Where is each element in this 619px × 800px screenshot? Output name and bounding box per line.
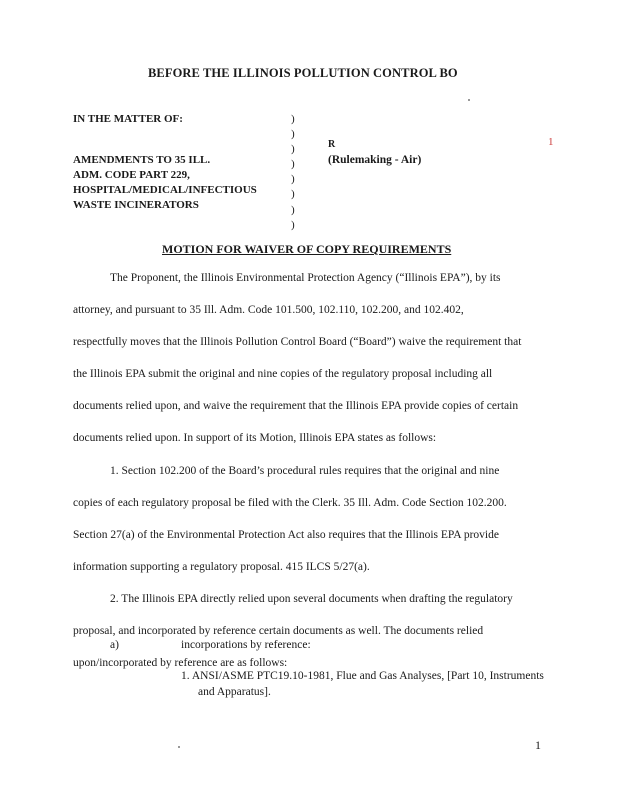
text-line: The Proponent, the Illinois Environmental Protection Agency (“Illinois EPA”), by its (110, 272, 501, 284)
text-line: documents relied upon. In support of its Motion, Illinois EPA states as follows: (73, 432, 437, 444)
rulemaking-type: (Rulemaking - Air) (328, 154, 422, 166)
text-line: 1. Section 102.200 of the Board’s procedural rules requires that the original and nine (110, 465, 500, 477)
text-line: documents relied upon, and waive the requirement that the Illinois EPA provide copies of certain (73, 400, 519, 412)
caption-line: ADM. CODE PART 229, (73, 169, 190, 181)
motion-title: MOTION FOR WAIVER OF COPY REQUIREMENTS (162, 242, 452, 256)
caption-paren: ) (291, 143, 295, 155)
caption-paren: ) (291, 204, 295, 216)
in-the-matter-of: IN THE MATTER OF: (73, 113, 183, 125)
caption-line: AMENDMENTS TO 35 ILL. (73, 154, 211, 166)
text-line: proposal, and incorporated by reference certain documents as well. The documents relied (73, 625, 484, 637)
text-line: 2. The Illinois EPA directly relied upon several documents when drafting the regulatory (110, 593, 513, 605)
subsection-label: a) (110, 639, 119, 651)
docket-number: R (328, 139, 336, 150)
scan-speck (468, 99, 470, 101)
caption-paren: ) (291, 113, 295, 125)
text-line: respectfully moves that the Illinois Pollution Control Board (“Board”) waive the requirement that (73, 336, 522, 348)
caption-paren: ) (291, 188, 295, 200)
text-line: 1. ANSI/ASME PTC19.10-1981, Flue and Gas Analyses, [Part 10, Instruments (181, 670, 544, 682)
text-line: information supporting a regulatory proposal. 415 ILCS 5/27(a). (73, 561, 370, 573)
caption-line: HOSPITAL/MEDICAL/INFECTIOUS (73, 184, 257, 196)
caption-paren: ) (291, 219, 295, 231)
scan-speck (178, 746, 180, 748)
margin-mark: 1 (548, 136, 554, 148)
text-line: attorney, and pursuant to 35 Ill. Adm. Code 101.500, 102.110, 102.200, and 102.402, (73, 304, 464, 316)
caption-paren: ) (291, 173, 295, 185)
board-title: BEFORE THE ILLINOIS POLLUTION CONTROL BO (148, 66, 458, 80)
text-line: the Illinois EPA submit the original and nine copies of the regulatory proposal including all (73, 368, 493, 380)
text-line: and Apparatus]. (198, 686, 271, 698)
text-line: upon/incorporated by reference are as follows: (73, 657, 288, 669)
page-number: 1 (535, 738, 541, 752)
caption-line: WASTE INCINERATORS (73, 199, 199, 211)
text-line: Section 27(a) of the Environmental Protection Act also requires that the Illinois EPA provide (73, 529, 499, 541)
subsection-text: incorporations by reference: (181, 639, 311, 651)
caption-paren: ) (291, 158, 295, 170)
text-line: copies of each regulatory proposal be filed with the Clerk. 35 Ill. Adm. Code Section 102.200. (73, 497, 507, 509)
caption-paren: ) (291, 128, 295, 140)
